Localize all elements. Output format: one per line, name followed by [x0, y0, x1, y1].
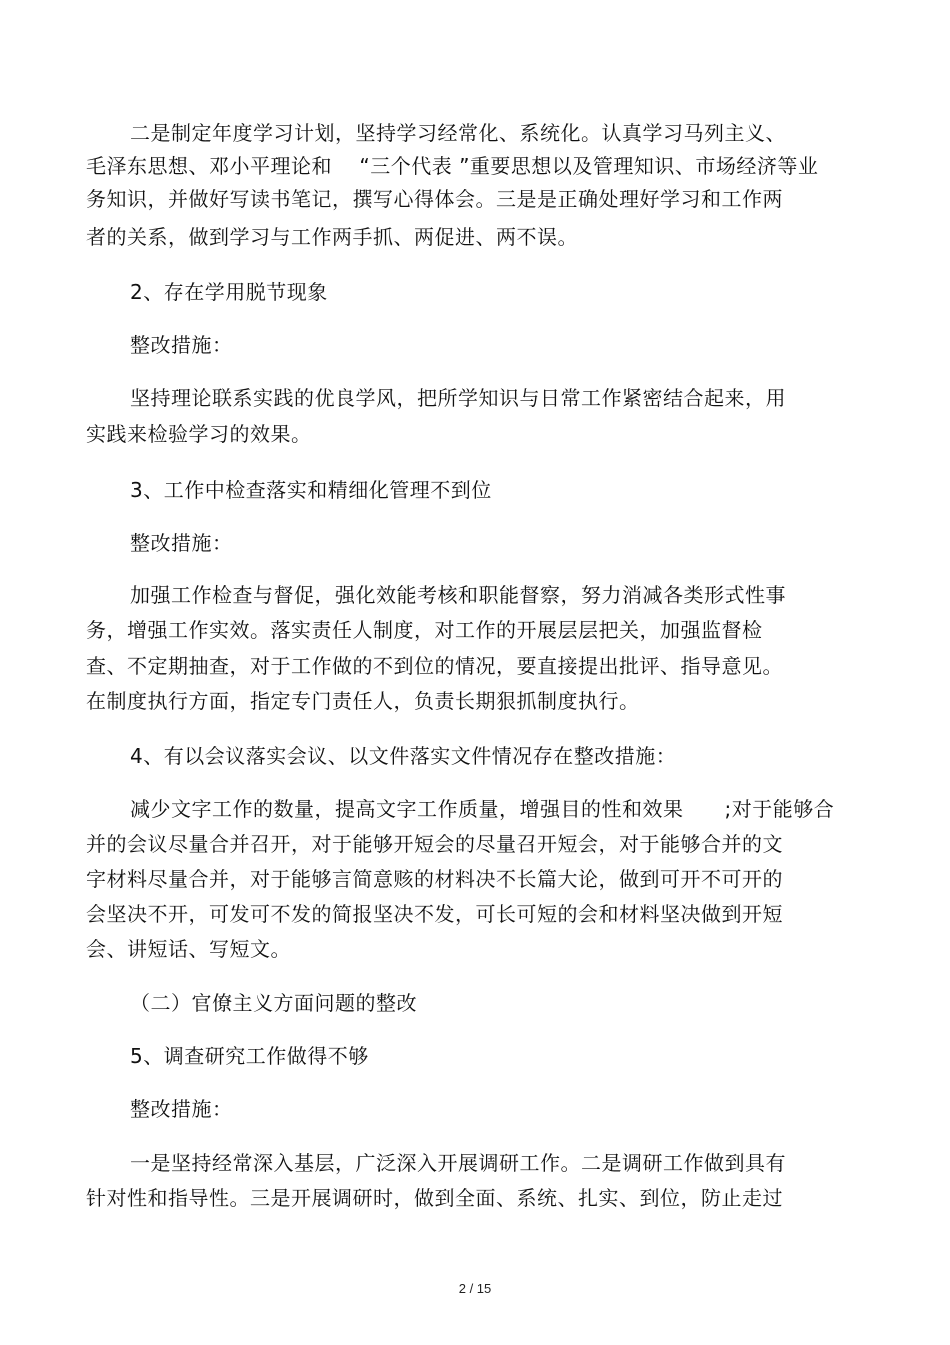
- section-heading: 3、工作中检查落实和精细化管理不到位: [130, 478, 492, 502]
- section-heading: 5、调查研究工作做得不够: [130, 1044, 369, 1068]
- body-text-line: 并的会议尽量合并召开，对于能够开短会的尽量召开短会，对于能够合并的文: [86, 832, 783, 856]
- body-text-line: 会、讲短话、写短文。: [86, 937, 291, 961]
- body-text-line: 查、不定期抽查，对于工作做的不到位的情况，要直接提出批评、指导意见。: [86, 654, 783, 678]
- section-heading: （二）官僚主义方面问题的整改: [130, 991, 417, 1015]
- body-text-line: 一是坚持经常深入基层，广泛深入开展调研工作。二是调研工作做到具有: [130, 1151, 786, 1175]
- body-text-line: 务知识，并做好写读书笔记，撰写心得体会。三是是正确处理好学习和工作两: [86, 187, 783, 211]
- body-text-line: 减少文字工作的数量，提高文字工作质量，增强目的性和效果 ;对于能够合: [130, 797, 835, 821]
- body-text-line: 字材料尽量合并，对于能够言简意赅的材料决不长篇大论，做到可开不可开的: [86, 867, 783, 891]
- body-text-line: 会坚决不开，可发可不发的简报坚决不发，可长可短的会和材料坚决做到开短: [86, 902, 783, 926]
- body-text-line: 实践来检验学习的效果。: [86, 422, 312, 446]
- body-text-line: 加强工作检查与督促，强化效能考核和职能督察，努力消减各类形式性事: [130, 583, 786, 607]
- body-text-line: 坚持理论联系实践的优良学风，把所学知识与日常工作紧密结合起来，用: [130, 386, 786, 410]
- measures-label: 整改措施：: [130, 531, 233, 555]
- page-number: 2 / 15: [458, 1281, 492, 1296]
- measures-label: 整改措施：: [130, 1097, 233, 1121]
- section-heading: 2、存在学用脱节现象: [130, 280, 328, 304]
- measures-label: 整改措施：: [130, 333, 233, 357]
- body-text-line: 务，增强工作实效。落实责任人制度，对工作的开展层层把关，加强监督检: [86, 618, 763, 642]
- body-text-line: 者的关系，做到学习与工作两手抓、两促进、两不误。: [86, 225, 578, 249]
- body-text-line: 在制度执行方面，指定专门责任人，负责长期狠抓制度执行。: [86, 689, 640, 713]
- section-heading: 4、有以会议落实会议、以文件落实文件情况存在整改措施：: [130, 744, 677, 768]
- body-text-line: 二是制定年度学习计划，坚持学习经常化、系统化。认真学习马列主义、: [130, 121, 786, 145]
- body-text-line: 针对性和指导性。三是开展调研时，做到全面、系统、扎实、到位，防止走过: [86, 1186, 783, 1210]
- body-text-line: 毛泽东思想、邓小平理论和 “三个代表 ”重要思想以及管理知识、市场经济等业: [86, 154, 819, 178]
